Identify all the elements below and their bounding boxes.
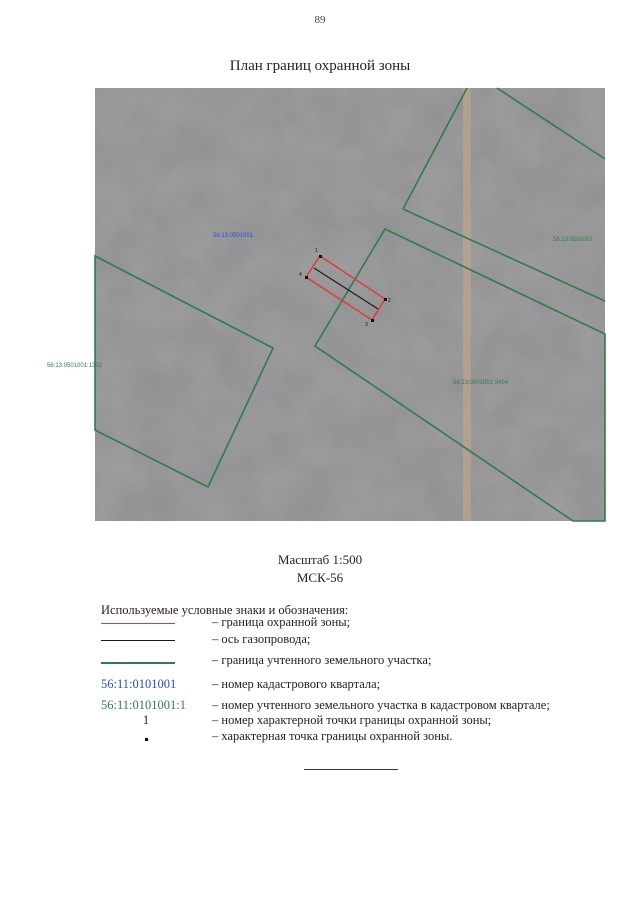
legend-desc: – номер учтенного земельного участка в кадастровом квартале; (212, 698, 550, 712)
legend-item (0, 653, 640, 669)
legend-desc: – граница охранной зоны; (212, 615, 351, 629)
legend-desc: – граница учтенного земельного участка; (212, 653, 432, 667)
coordinate-system: МСК-56 (296, 570, 344, 585)
terrain-grain (95, 88, 605, 521)
legend-item (0, 677, 640, 693)
legend-item (0, 713, 640, 729)
boundary-plan-map (47, 88, 605, 521)
legend-symbol-black-line (101, 632, 175, 648)
footer-separator (304, 769, 398, 770)
legend-item (0, 632, 640, 648)
black-line-symbol (101, 640, 175, 641)
legend-item (0, 729, 640, 745)
boundary-point-dot-icon (145, 738, 148, 741)
page-title: План границ охранной зоны (229, 58, 411, 74)
cadastral-quarter-label: 56:13:0501001 (213, 233, 254, 239)
boundary-point-2 (384, 298, 387, 301)
scale-text: Масштаб 1:500 (277, 552, 363, 567)
cadastral-quarter-label-right: 56:13:0501001 (553, 237, 594, 243)
parcel-label-left: 56:13:0501001:1302 (47, 363, 103, 369)
point-label-3: 3 (365, 322, 368, 328)
boundary-point-1 (319, 255, 322, 258)
legend-symbol-green-line (101, 653, 175, 669)
legend-desc: – номер характерной точки границы охранной зоны; (212, 713, 492, 727)
point-label-2: 2 (388, 298, 391, 304)
legend-parcel-code: 56:11:0101001:1 (101, 698, 186, 712)
green-line-symbol (101, 662, 175, 664)
legend-item (0, 615, 640, 631)
legend-quarter-code: 56:11:0101001 (101, 677, 177, 691)
legend-symbol-red-line (101, 615, 175, 631)
page-number: 89 (314, 14, 326, 26)
legend-desc: – ось газопровода; (212, 632, 311, 646)
boundary-point-4 (305, 276, 308, 279)
boundary-point-3 (371, 319, 374, 322)
red-line-symbol (101, 623, 175, 624)
legend-point-number: 1 (142, 713, 150, 727)
point-label-4: 4 (299, 272, 302, 278)
parcel-label-right: 56:13:0501001:3454 (453, 380, 509, 386)
point-label-1: 1 (315, 248, 318, 254)
legend-heading: Используемые условные знаки и обозначения: (101, 603, 349, 617)
dirt-road (463, 88, 471, 521)
legend-item (0, 698, 640, 714)
legend-desc: – характерная точка границы охранной зоны. (212, 729, 453, 743)
legend-desc: – номер кадастрового квартала; (212, 677, 381, 691)
map-svg (47, 88, 605, 521)
scale-block (0, 551, 640, 587)
